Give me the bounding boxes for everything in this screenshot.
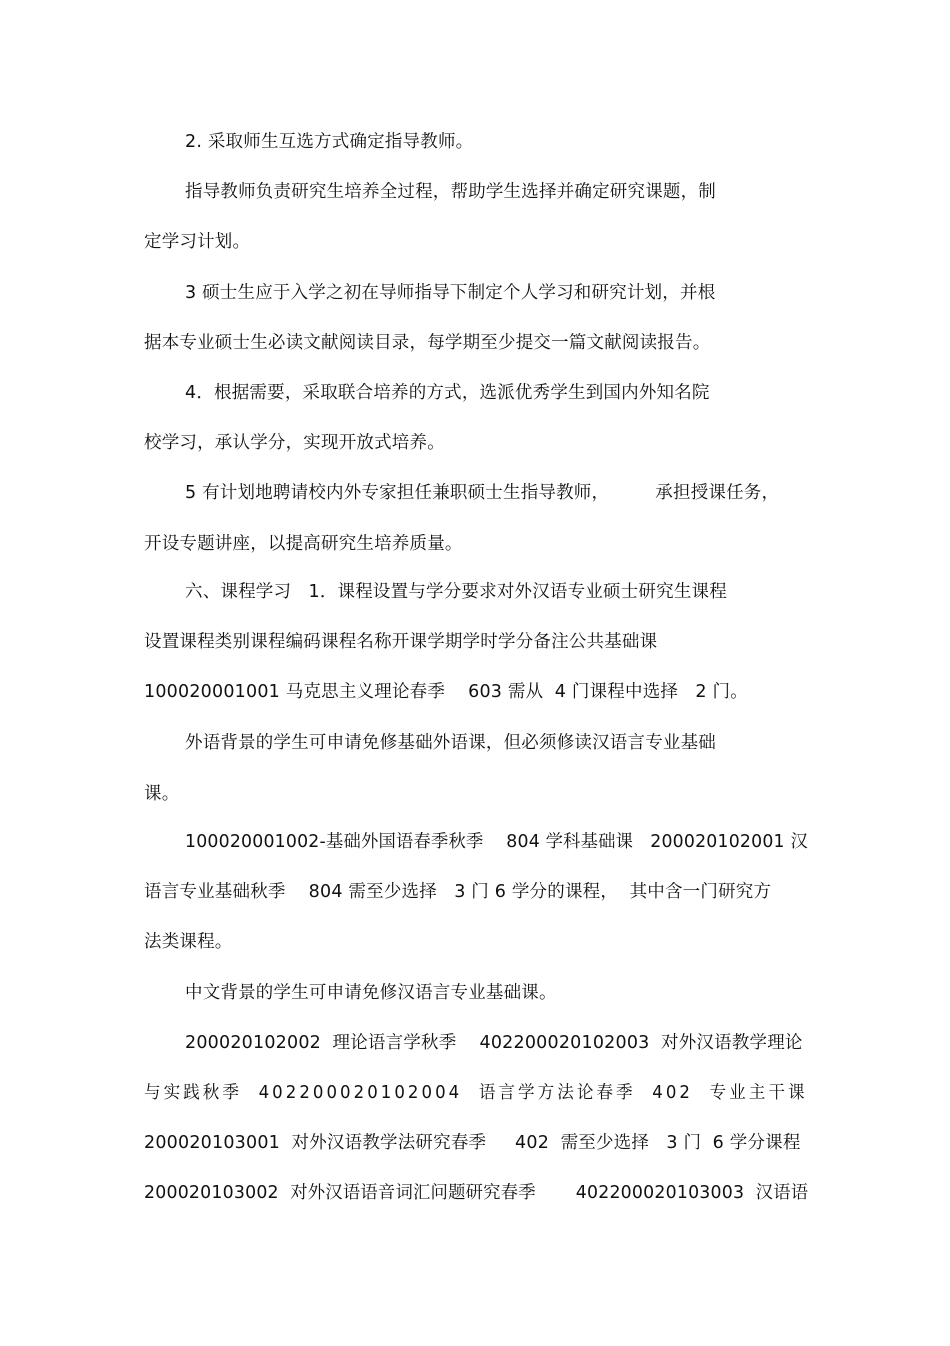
paragraph-line: 外语背景的学生可申请免修基础外语课，但必须修读汉语言专业基础 <box>185 733 716 753</box>
paragraph-line: 200020103001 对外汉语教学法研究春季 402 需至少选择 3 门 6 学分课程 <box>144 1133 801 1153</box>
paragraph-line: 指导教师负责研究生培养全过程，帮助学生选择并确定研究课题，制 <box>185 182 716 202</box>
paragraph-line: 定学习计划。 <box>144 232 251 252</box>
paragraph-line: 语言专业基础秋季 804 需至少选择 3 门 6 学分的课程， 其中含一门研究方 <box>144 882 772 902</box>
paragraph-line: 200020102002 理论语言学秋季 402200020102003 对外汉语教学理论 <box>185 1033 803 1053</box>
paragraph-line: 开设专题讲座，以提高研究生培养质量。 <box>144 534 463 554</box>
paragraph-line: 2. 采取师生互选方式确定指导教师。 <box>185 132 474 152</box>
paragraph-line: 200020103002 对外汉语语音词汇问题研究春季 402200020103003 汉语语 <box>144 1183 809 1203</box>
paragraph-line: 3 硕士生应于入学之初在导师指导下制定个人学习和研究计划，并根 <box>185 283 716 303</box>
paragraph-line: 法类课程。 <box>144 932 233 952</box>
paragraph-line: 课。 <box>144 784 180 804</box>
paragraph-line: 100020001001 马克思主义理论春季 603 需从 4 门课程中选择 2 门。 <box>144 682 748 702</box>
paragraph-line: 5 有计划地聘请校内外专家担任兼职硕士生指导教师， 承担授课任务， <box>185 483 780 503</box>
paragraph-line: 校学习，承认学分，实现开放式培养。 <box>144 433 445 453</box>
paragraph-line: 设置课程类别课程编码课程名称开课学期学时学分备注公共基础课 <box>144 632 658 652</box>
section-heading-line: 六、课程学习 1．课程设置与学分要求对外汉语专业硕士研究生课程 <box>185 582 727 602</box>
paragraph-line: 与实践秋季 402200020102004 语言学方法论春季 402 专业主干课 <box>144 1083 808 1103</box>
paragraph-line: 中文背景的学生可申请免修汉语言专业基础课。 <box>185 983 557 1003</box>
paragraph-line: 100020001002-基础外国语春季秋季 804 学科基础课 200020102001 汉 <box>185 832 808 852</box>
paragraph-line: 4．根据需要，采取联合培养的方式，选派优秀学生到国内外知名院 <box>185 383 710 403</box>
paragraph-line: 据本专业硕士生必读文献阅读目录，每学期至少提交一篇文献阅读报告。 <box>144 333 711 353</box>
